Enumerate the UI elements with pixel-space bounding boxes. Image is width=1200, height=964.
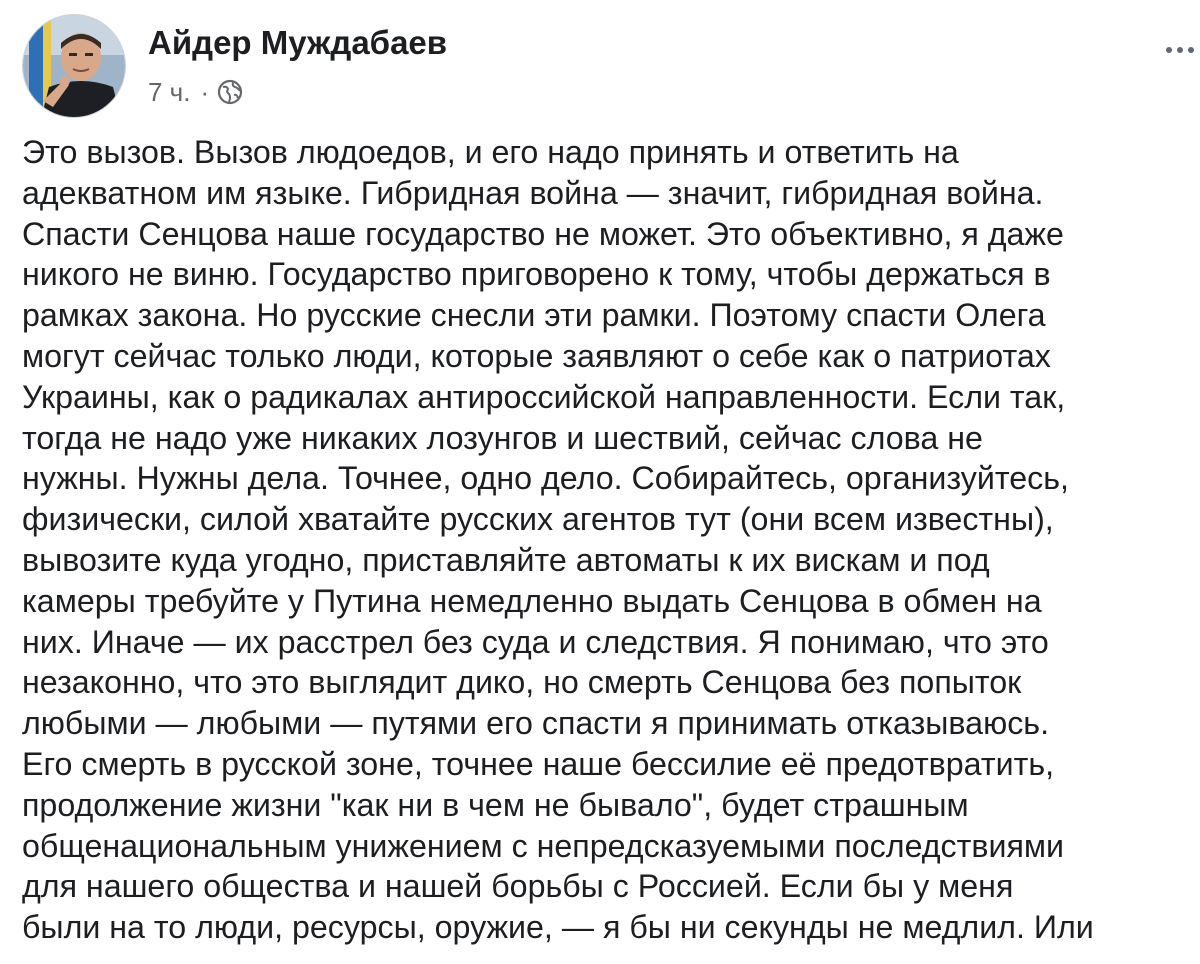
post-text-line: нужны. Нужны дела. Точнее, одно дело. Собирайтесь, организуйтесь, [22,460,1069,497]
more-dot [1188,47,1194,53]
post-text-line: физически, силой хватайте русских агентов тут (они всем известны), [22,501,1054,538]
post-header [22,14,1200,122]
post-text-line: адекватном им языке. Гибридная война — значит, гибридная война. [22,174,1044,211]
post-text-line: продолжение жизни "как ни в чем не бывало", будет страшным [22,786,969,823]
more-dot [1166,47,1172,53]
post-text-line: для нашего общества и нашей борьбы с Россией. Если бы у меня [22,868,1014,905]
globe-icon[interactable] [217,79,243,105]
post-time[interactable]: 7 ч. [148,76,191,107]
post-text-line: могут сейчас только люди, которые заявляют о себе как о патриотах [22,337,1051,374]
post-text-line: Это вызов. Вызов людоедов, и его надо принять и ответить на [22,134,959,170]
more-dot [1177,47,1183,53]
avatar-photo [23,15,126,118]
post-body [22,132,1198,948]
post-meta [148,74,243,110]
more-options-icon[interactable] [1166,40,1200,60]
post-text-line: общенациональным унижением с непредсказуемыми последствиями [22,827,1064,864]
author-avatar[interactable] [22,14,126,118]
post-text-line: рамках закона. Но русские снесли эти рамки. Поэтому спасти Олега [22,297,1046,334]
post-text-line: незаконно, что это выглядит дико, но смерть Сенцова без попыток [22,664,1022,701]
meta-separator: · [200,76,210,107]
post-text-line: никого не виню. Государство приговорено к тому, чтобы держаться в [22,256,1051,293]
post-text-line: были на то люди, ресурсы, оружие, — я бы ни секунды не медлил. Или [22,909,1094,946]
post-text-line: Спасти Сенцова наше государство не может. Это объективно, я даже [22,215,1064,252]
post-text-line: Его смерть в русской зоне, точнее наше бессилие её предотвратить, [22,745,1055,782]
post-text-line: камеры требуйте у Путина немедленно выдать Сенцова в обмен на [22,582,1042,619]
post-text-line: них. Иначе — их расстрел без суда и следствия. Я понимаю, что это [22,623,1049,660]
post-text-line: Украины, как о радикалах антироссийской направленности. Если так, [22,378,1066,415]
author-name[interactable]: Айдер Муждабаев [148,24,448,61]
post-text-line: любыми — любыми — путями его спасти я принимать отказываюсь. [22,705,1050,742]
post-text-line: тогда не надо уже никаких лозунгов и шествий, сейчас слова не [22,419,983,456]
post-text-line: вывозите куда угодно, приставляйте автоматы к их вискам и под [22,541,990,578]
